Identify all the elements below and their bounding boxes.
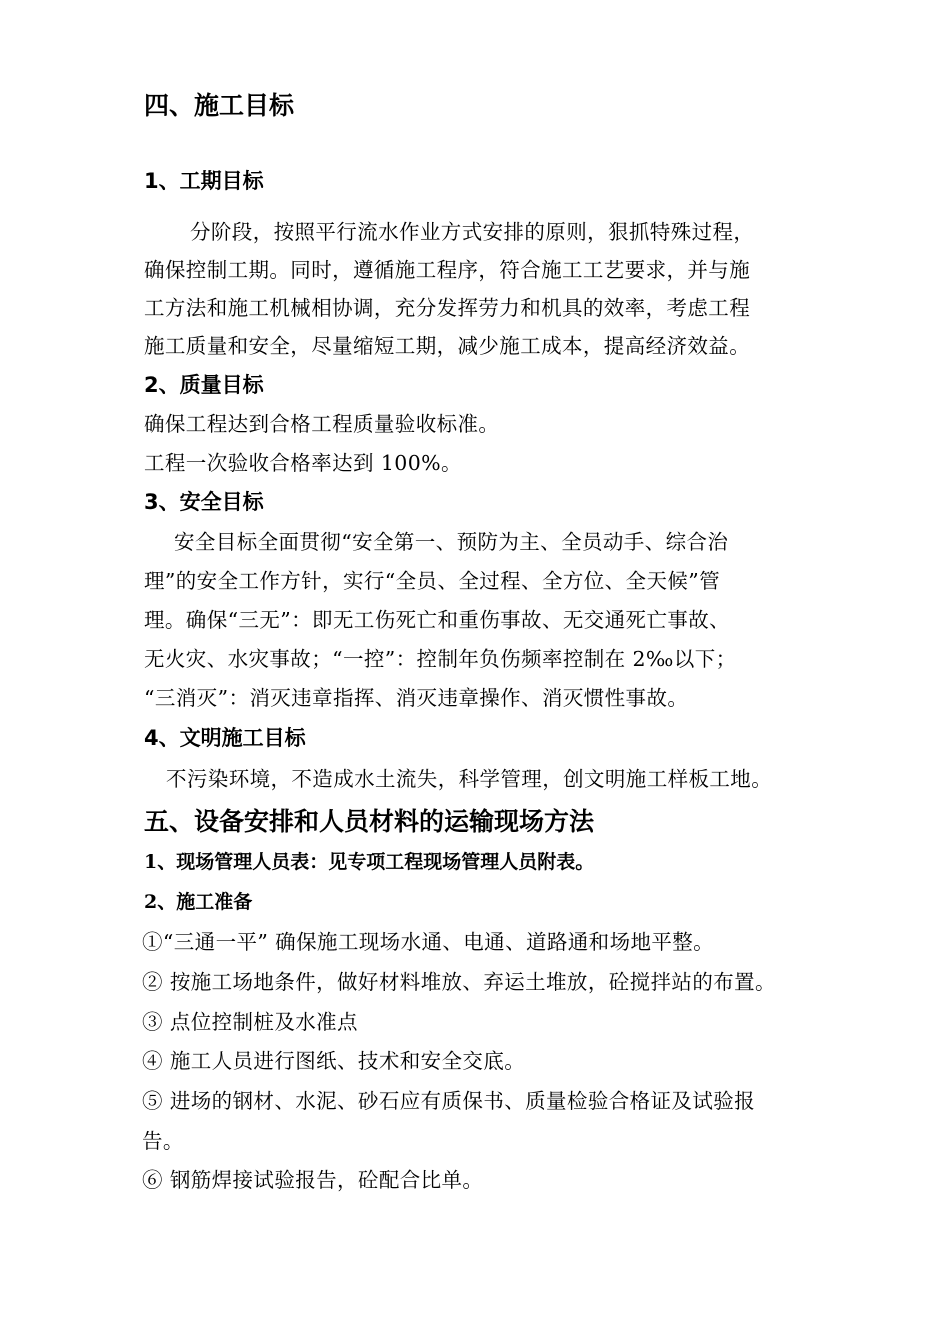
section-5-title: 五、设备安排和人员材料的运输现场方法: [144, 807, 595, 836]
paragraph-line: 确保控制工期。同时，遵循施工程序，符合施工工艺要求，并与施: [144, 258, 751, 282]
paragraph-line: 施工质量和安全，尽量缩短工期，减少施工成本，提高经济效益。: [144, 334, 751, 358]
paragraph-line: 分阶段，按照平行流水作业方式安排的原则，狠抓特殊过程，: [190, 220, 755, 244]
paragraph-line: 无火灾、水灾事故；“一控”：控制年负伤频率控制在 2‰以下；: [144, 647, 737, 671]
paragraph-line: 确保工程达到合格工程质量验收标准。: [144, 412, 500, 436]
paragraph-line: 理”的安全工作方针，实行“全员、全过程、全方位、全天候”管: [144, 569, 721, 593]
list-item: 告。: [142, 1129, 184, 1153]
paragraph-line: “三消灭”：消灭违章指挥、消灭违章操作、消灭惯性事故。: [144, 686, 689, 710]
site-management-staff-item: 1、现场管理人员表：见专项工程现场管理人员附表。: [144, 851, 595, 873]
list-item: ④ 施工人员进行图纸、技术和安全交底。: [142, 1049, 526, 1073]
list-item: ⑥ 钢筋焊接试验报告，砼配合比单。: [142, 1168, 484, 1192]
civilized-construction-goal-heading: 4、文明施工目标: [144, 726, 306, 750]
paragraph-line: 安全目标全面贯彻“安全第一、预防为主、全员动手、综合治: [174, 530, 729, 554]
list-item: ③ 点位控制桩及水准点: [142, 1010, 358, 1034]
list-item: ⑤ 进场的钢材、水泥、砂石应有质保书、质量检验合格证及试验报: [142, 1089, 756, 1113]
section-4-title: 四、施工目标: [144, 91, 295, 120]
construction-preparation-heading: 2、施工准备: [144, 891, 253, 913]
safety-goal-heading: 3、安全目标: [144, 490, 264, 514]
schedule-goal-heading: 1、工期目标: [144, 169, 264, 193]
paragraph-line: 工方法和施工机械相协调，充分发挥劳力和机具的效率，考虑工程: [144, 296, 751, 320]
quality-goal-heading: 2、质量目标: [144, 373, 264, 397]
list-item: ② 按施工场地条件，做好材料堆放、弃运土堆放，砼搅拌站的布置。: [142, 970, 776, 994]
list-item: ①“三通一平” 确保施工现场水通、电通、道路通和场地平整。: [142, 930, 715, 954]
paragraph-line: 工程一次验收合格率达到 100%。: [144, 451, 462, 475]
paragraph-line: 不污染环境，不造成水土流失，科学管理，创文明施工样板工地。: [166, 767, 773, 791]
paragraph-line: 理。确保“三无”：即无工伤死亡和重伤事故、无交通死亡事故、: [144, 608, 731, 632]
